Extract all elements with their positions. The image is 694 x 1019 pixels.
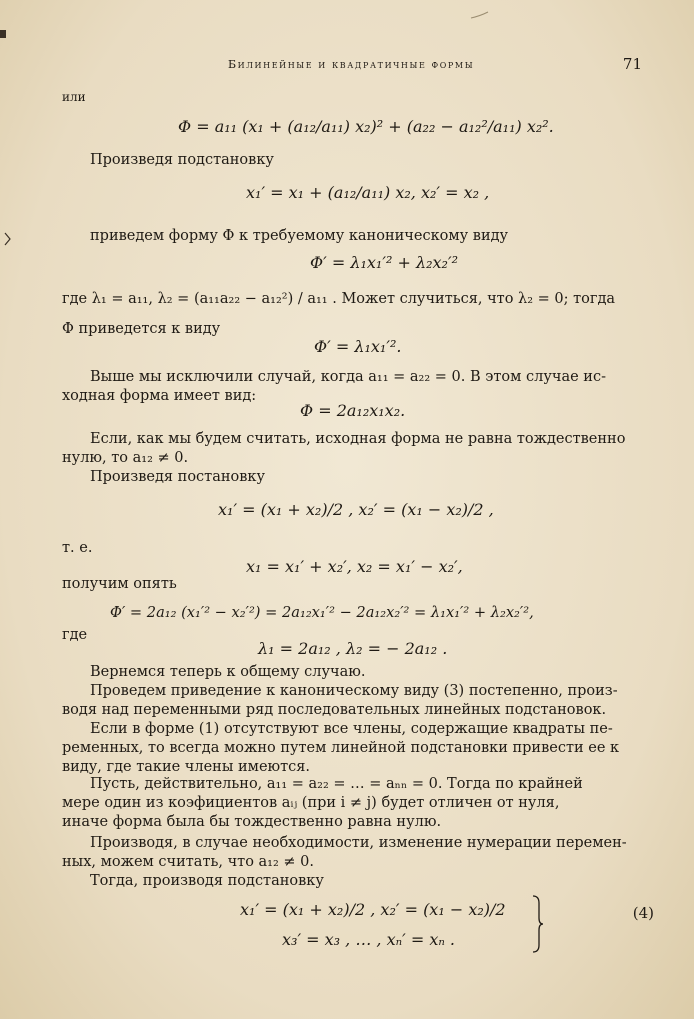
text-line: ходная форма имеет вид: [62,388,257,404]
text-line: т. е. [62,540,93,556]
text-line: нулю, то a₁₂ ≠ 0. [62,450,189,466]
text-line: Выше мы исключили случай, когда a₁₁ = a₂₂ = 0. В этом случае ис- [90,369,606,385]
formula: Φ = 2a₁₂x₁x₂. [300,401,406,420]
text-line: ных, можем считать, что a₁₂ ≠ 0. [62,854,315,870]
formula: x₁′ = (x₁ + x₂)/2 , x₂′ = (x₁ − x₂)/2 [240,900,506,919]
ink-mark [470,10,490,20]
formula: x₃′ = x₃ , … , xₙ′ = xₙ . [282,930,455,949]
text-line: иначе форма была бы тождественно равна нулю. [62,814,442,830]
text-line: мере один из коэфициентов aᵢⱼ (при i ≠ j) будет отличен от нуля, [62,795,560,811]
text-line: Пусть, действительно, a₁₁ = a₂₂ = … = aₙₙ = 0. Тогда по крайней [90,776,583,792]
text-line: Произведя постановку [90,469,265,485]
formula: Φ′ = 2a₁₂ (x₁′² − x₂′²) = 2a₁₂x₁′² − 2a₁₂x₂′² = λ₁x₁′² + λ₂x₂′², [110,604,534,621]
text-line: Если в форме (1) отсутствуют все члены, содержащие квадраты пе- [90,721,613,737]
page-number: 71 [622,55,642,73]
text-line: получим опять [62,576,177,592]
text-line: Φ приведется к виду [62,321,221,337]
text-line: Вернемся теперь к общему случаю. [90,664,366,680]
text-line: Проведем приведение к каноническому виду (3) постепенно, произ- [90,683,618,699]
text-line: где [62,627,88,643]
text-line: или [62,90,86,104]
formula: Φ = a₁₁ (x₁ + (a₁₂/a₁₁) x₂)² + (a₂₂ − a₁₂²/a₁₁) x₂². [178,117,554,136]
text-line: водя над переменными ряд последовательных линейных подстановок. [62,702,607,718]
formula: x₁ = x₁′ + x₂′, x₂ = x₁′ − x₂′, [246,557,463,576]
header-title: Билинейные и квадратичные формы [228,58,475,71]
formula: λ₁ = 2a₁₂ , λ₂ = − 2a₁₂ . [258,639,448,658]
running-header [0,55,694,79]
formula: Φ′ = λ₁x₁′² + λ₂x₂′² [310,253,458,272]
edge-mark [4,232,12,246]
text-line: Если, как мы будем считать, исходная форма не равна тождественно [90,431,626,447]
text-line: приведем форму Φ к требуемому каноническому виду [90,228,509,244]
formula: x₁′ = x₁ + (a₁₂/a₁₁) x₂, x₂′ = x₂ , [246,183,490,202]
edge-mark [0,30,6,38]
text-line: Произведя подстановку [90,152,274,168]
right-brace [532,895,544,953]
text-line: Тогда, производя подстановку [90,873,324,889]
text-line: ременных, то всегда можно путем линейной подстановки привести ее к [62,740,620,756]
formula: x₁′ = (x₁ + x₂)/2 , x₂′ = (x₁ − x₂)/2 , [218,500,494,519]
equation-number: (4) [632,904,654,922]
text-line: Производя, в случае необходимости, изменение нумерации перемен- [90,835,627,851]
text-line: виду, где такие члены имеются. [62,759,311,775]
formula: Φ′ = λ₁x₁′². [314,337,402,356]
text-line: где λ₁ = a₁₁, λ₂ = (a₁₁a₂₂ − a₁₂²) / a₁₁ . Может случиться, что λ₂ = 0; тогда [62,291,616,307]
